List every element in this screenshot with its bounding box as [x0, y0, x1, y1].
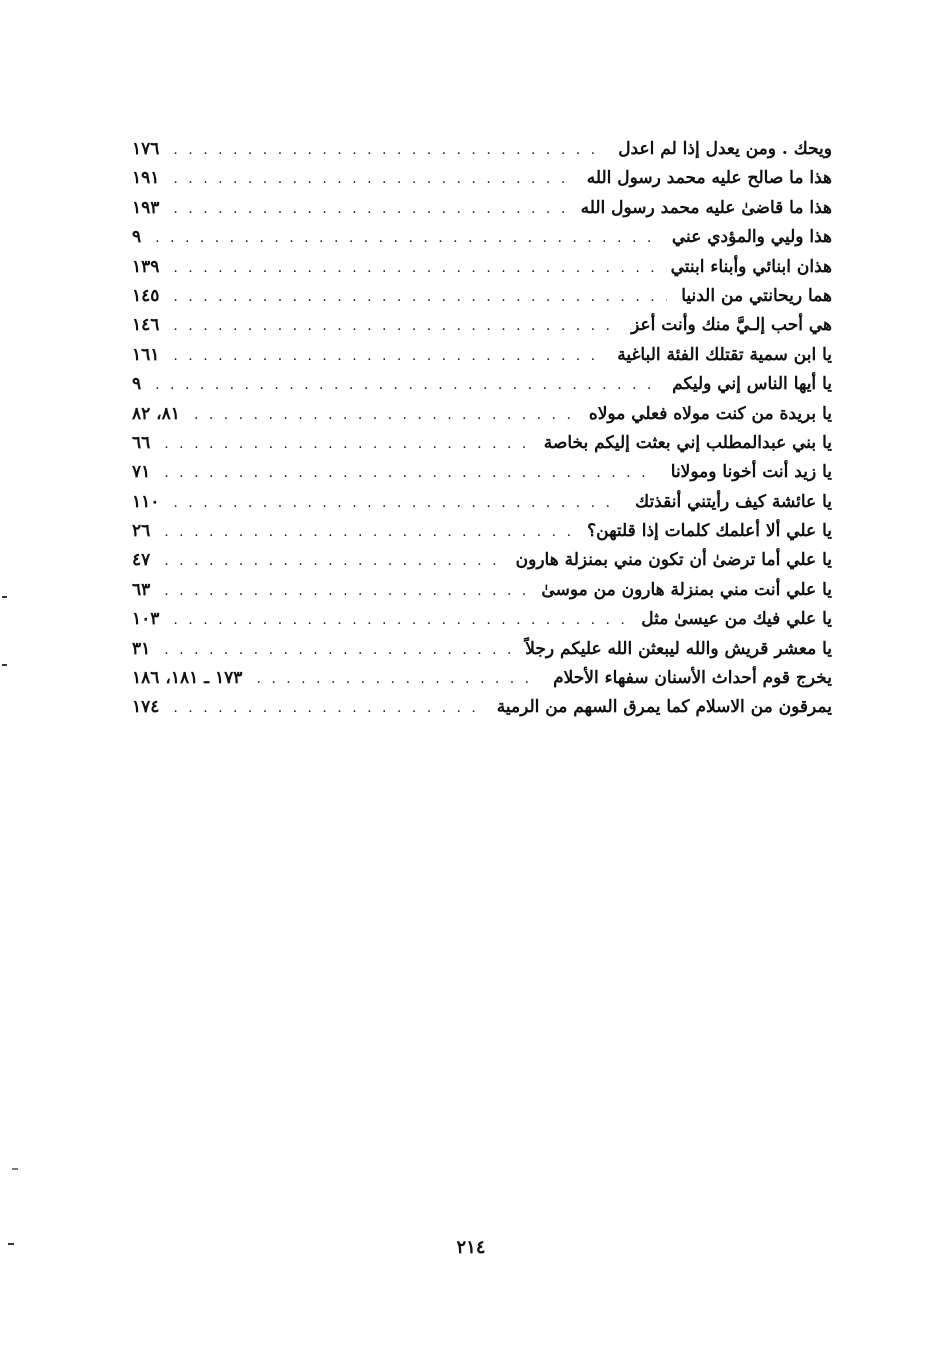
entry-pages: ٤٧: [132, 550, 151, 571]
index-entry: [132, 374, 832, 403]
index-entry: [132, 257, 832, 286]
dot-leader: [164, 583, 527, 599]
dot-leader: [164, 436, 530, 452]
index-entry: [132, 198, 832, 227]
entry-pages: ١٤٦: [132, 315, 160, 336]
index-entry: [132, 492, 832, 521]
index-entry: [132, 227, 832, 256]
dot-leader: [164, 465, 657, 481]
index-entry: [132, 550, 832, 579]
entry-text: يخرج قوم أحداث الأسنان سفهاء الأحلام: [553, 668, 832, 689]
entry-text: هذا وليي والمؤدي عني: [671, 227, 832, 248]
entry-text: هذا ما قاضىٰ عليه محمد رسول الله: [580, 197, 832, 218]
dot-leader: [173, 171, 572, 187]
dot-leader: [173, 289, 667, 305]
entry-pages: ٦٣: [132, 579, 151, 600]
index-entry: [132, 639, 832, 668]
entry-pages: ١٩١: [132, 168, 160, 189]
entry-pages: ١٧٦: [132, 139, 160, 159]
entry-text: هذا ما صالح عليه محمد رسول الله: [586, 168, 832, 189]
index-entry: [132, 609, 832, 638]
index-entry: [132, 315, 832, 344]
dot-leader: [164, 642, 511, 658]
index-entry: [132, 580, 832, 609]
dot-leader: [173, 318, 617, 334]
entry-text: هي أحب إلـيَّ منك وأنت أعز: [631, 315, 832, 336]
index-entry: [132, 345, 832, 374]
entry-pages: ١٤٥: [132, 285, 160, 306]
dot-leader: [173, 700, 482, 716]
entry-pages: ١٧٣ ـ ١٨١، ١٨٦: [132, 668, 243, 689]
entry-pages: ١٣٩: [132, 256, 160, 277]
dot-leader: [173, 495, 621, 511]
dot-leader: [173, 348, 603, 364]
dot-leader: [173, 201, 566, 217]
index-entry: [132, 521, 832, 550]
entry-text: يا بريدة من كنت مولاه فعلي مولاه: [588, 403, 832, 424]
entry-text: يا ابن سمية تقتلك الفئة الباغية: [617, 344, 832, 365]
index-entry: [132, 433, 832, 462]
entry-pages: ١٧٤: [132, 697, 160, 718]
dot-leader: [173, 612, 627, 628]
entry-text: يا زيد أنت أخونا ومولانا: [670, 462, 832, 483]
index-entry: [132, 139, 832, 168]
index-list: [132, 139, 832, 727]
dot-leader: [155, 230, 658, 246]
index-entry: [132, 462, 832, 491]
index-entry: [132, 697, 832, 726]
index-entry: [132, 168, 832, 197]
entry-text: يا بني عبدالمطلب إني بعثت إليكم بخاصة: [543, 432, 832, 453]
entry-pages: ٦٦: [132, 432, 151, 453]
entry-text: يا عائشة كيف رأيتني أنقذتك: [635, 491, 832, 512]
dot-leader: [155, 377, 658, 393]
entry-pages: ٩: [132, 374, 142, 395]
page-number: ٢١٤: [456, 1237, 486, 1258]
entry-pages: ٧١: [132, 462, 151, 483]
entry-text: يا أيها الناس إني وليكم: [672, 374, 832, 395]
entry-text: يا علي أما ترضىٰ أن تكون مني بمنزلة هارون: [515, 550, 832, 571]
scan-mark: [8, 1243, 14, 1245]
scan-mark: [2, 664, 7, 666]
scan-mark: [12, 1168, 18, 1170]
scan-mark: [2, 596, 7, 598]
index-entry: [132, 668, 832, 697]
entry-pages: ١٠٣: [132, 609, 160, 630]
index-entry: [132, 286, 832, 315]
entry-pages: ٨١، ٨٢: [132, 403, 180, 424]
entry-pages: ٣١: [132, 638, 151, 659]
dot-leader: [256, 671, 539, 687]
entry-pages: ١١٠: [132, 491, 160, 512]
entry-pages: ١٦١: [132, 344, 160, 365]
entry-text: هذان ابنائي وأبناء ابنتي: [670, 256, 832, 277]
entry-pages: ١٩٣: [132, 197, 160, 218]
index-entry: [132, 404, 832, 433]
entry-text: يمرقون من الاسلام كما يمرق السهم من الرمية: [496, 697, 832, 718]
entry-text: يا علي أنت مني بمنزلة هارون من موسىٰ: [541, 579, 832, 600]
entry-pages: ٩: [132, 227, 142, 248]
entry-text: يا معشر قريش والله ليبعثن الله عليكم رجلاً: [525, 638, 832, 659]
dot-leader: [194, 407, 575, 423]
dot-leader: [164, 553, 501, 569]
entry-text: هما ريحانتي من الدنيا: [681, 285, 832, 306]
entry-text: يا علي ألا أعلمك كلمات إذا قلتهن؟: [587, 521, 832, 542]
dot-leader: [173, 260, 656, 276]
entry-text: ويحك . ومن يعدل إذا لم اعدل: [618, 139, 832, 159]
dot-leader: [173, 142, 604, 158]
dot-leader: [164, 524, 573, 540]
entry-pages: ٢٦: [132, 521, 151, 542]
entry-text: يا علي فيك من عيسىٰ مثل: [641, 609, 832, 630]
